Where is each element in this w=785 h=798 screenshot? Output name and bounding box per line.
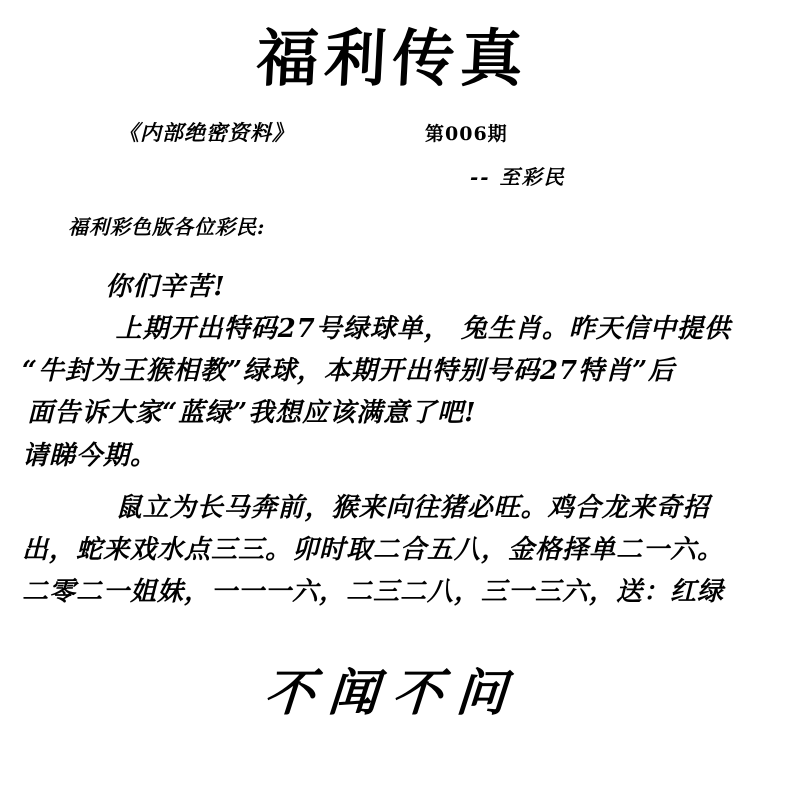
footer-slogan: 不闻不问 (262, 662, 523, 722)
body-line-3: “牛封为王猴相教”绿球，本期开出特别号码27特肖”后 (22, 356, 676, 387)
body-line-2: 上期开出特码27号绿球单， 兔生肖。昨天信中提供 (115, 314, 731, 345)
body-line-5: 请睇今期。 (22, 440, 158, 471)
body-line-4: 面告诉大家“蓝绿”我想应该满意了吧! (27, 398, 477, 429)
header-subrow (0, 117, 785, 190)
greeting-line: 福利彩色版各位彩民: (68, 215, 266, 240)
body-text (22, 266, 763, 613)
document-page (0, 22, 785, 798)
secret-label: 《内部绝密资料》 (118, 120, 294, 146)
body-line-8: 二零二一姐妹，一一一六，二三二八，三一三六，送：红绿 (22, 576, 725, 607)
body-line-6: 鼠立为长马奔前，猴来向往猪必旺。鸡合龙来奇招 (115, 492, 710, 523)
addressee-line: -- 至彩民 (470, 165, 566, 190)
body-spacer (22, 477, 763, 487)
body-line-7: 出，蛇来戏水点三三。卯时取二合五八，金格择单二一六。 (22, 534, 725, 565)
issue-number: 第006期 (425, 123, 508, 146)
page-title: 福利传真 (254, 22, 531, 95)
body-line-1: 你们辛苦! (105, 272, 226, 303)
